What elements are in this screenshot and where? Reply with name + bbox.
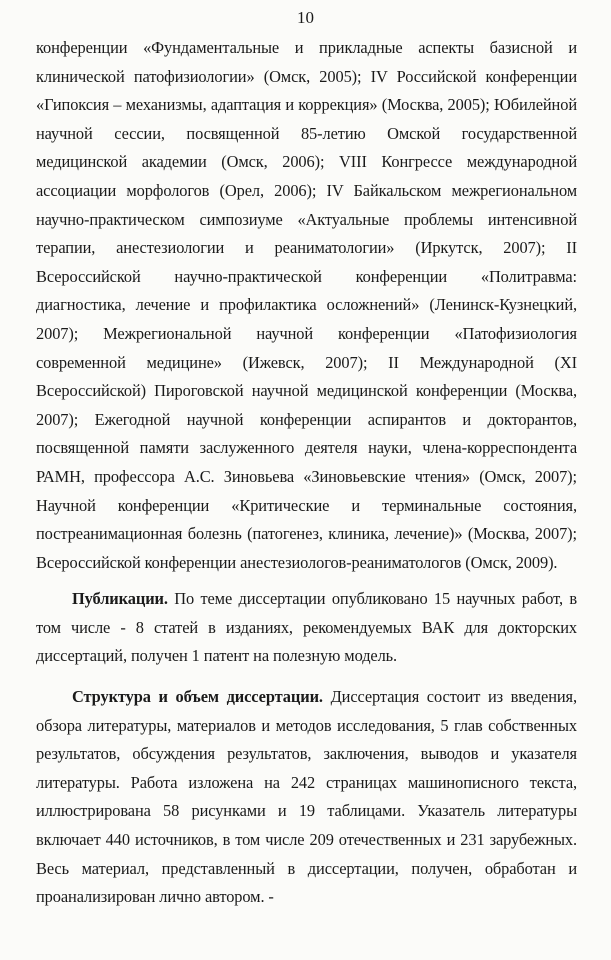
page-body [36, 34, 577, 912]
publications-text: По теме диссертации опубликовано 15 научных работ, в том числе - 8 статей в изданиях, рекомендуемых ВАК для докторских диссертаций, получен 1 патент на полезную модель. [36, 589, 577, 666]
page-number: 10 [297, 8, 314, 27]
structure-paragraph [36, 683, 577, 912]
structure-text: Диссертация состоит из введения, обзора литературы, материалов и методов исследования, 5 глав собственных результатов, обсуждения результатов, заключения, выводов и указателя литературы. Работа изложена на 242 страницах машинописного текста, иллюстрирована 58 рисунками и 19 таблицами. Указатель литературы включает 440 источников, в том числе 209 отечественных и 231 зарубежных. Весь материал, представленный в диссертации, получен, обработан и проанализирован лично автором. - [36, 687, 577, 907]
publications-paragraph [36, 585, 577, 671]
conferences-paragraph: конференции «Фундаментальные и прикладные аспекты базисной и клинической патофизиологии» (Омск, 2005); IV Российской конференции «Гипоксия – механизмы, адаптация и коррекция» (Москва, 2005); Юбилейной научной сессии, посвященной 85-летию Омской государственной медицинской академии (Омск, 2006); VIII Конгрессе международной ассоциации морфологов (Орел, 2006); IV Байкальском межрегиональном научно-практическом симпозиуме «Актуальные проблемы интенсивной терапии, анестезиологии и реаниматологии» (Иркутск, 2007); II Всероссийской научно-практической конференции «Политравма: диагностика, лечение и профилактика осложнений» (Ленинск-Кузнецкий, 2007); Межрегиональной научной конференции «Патофизиология современной медицине» (Ижевск, 2007); II Международной (XI Всероссийской) Пироговской научной медицинской конференции (Москва, 2007); Ежегодной научной конференции аспирантов и докторантов, посвященной памяти заслуженного деятеля науки, члена-корреспондента РАМН, профессора А.С. Зиновьева «Зиновьевские чтения» (Омск, 2007); Научной конференции «Критические и терминальные состояния, постреанимационная болезнь (патогенез, клиника, лечение)» (Москва, 2007); Всероссийской конференции анестезиологов-реаниматологов (Омск, 2009). [36, 38, 577, 572]
publications-heading: Публикации. [72, 589, 168, 609]
structure-heading: Структура и объем диссертации. [72, 687, 323, 707]
